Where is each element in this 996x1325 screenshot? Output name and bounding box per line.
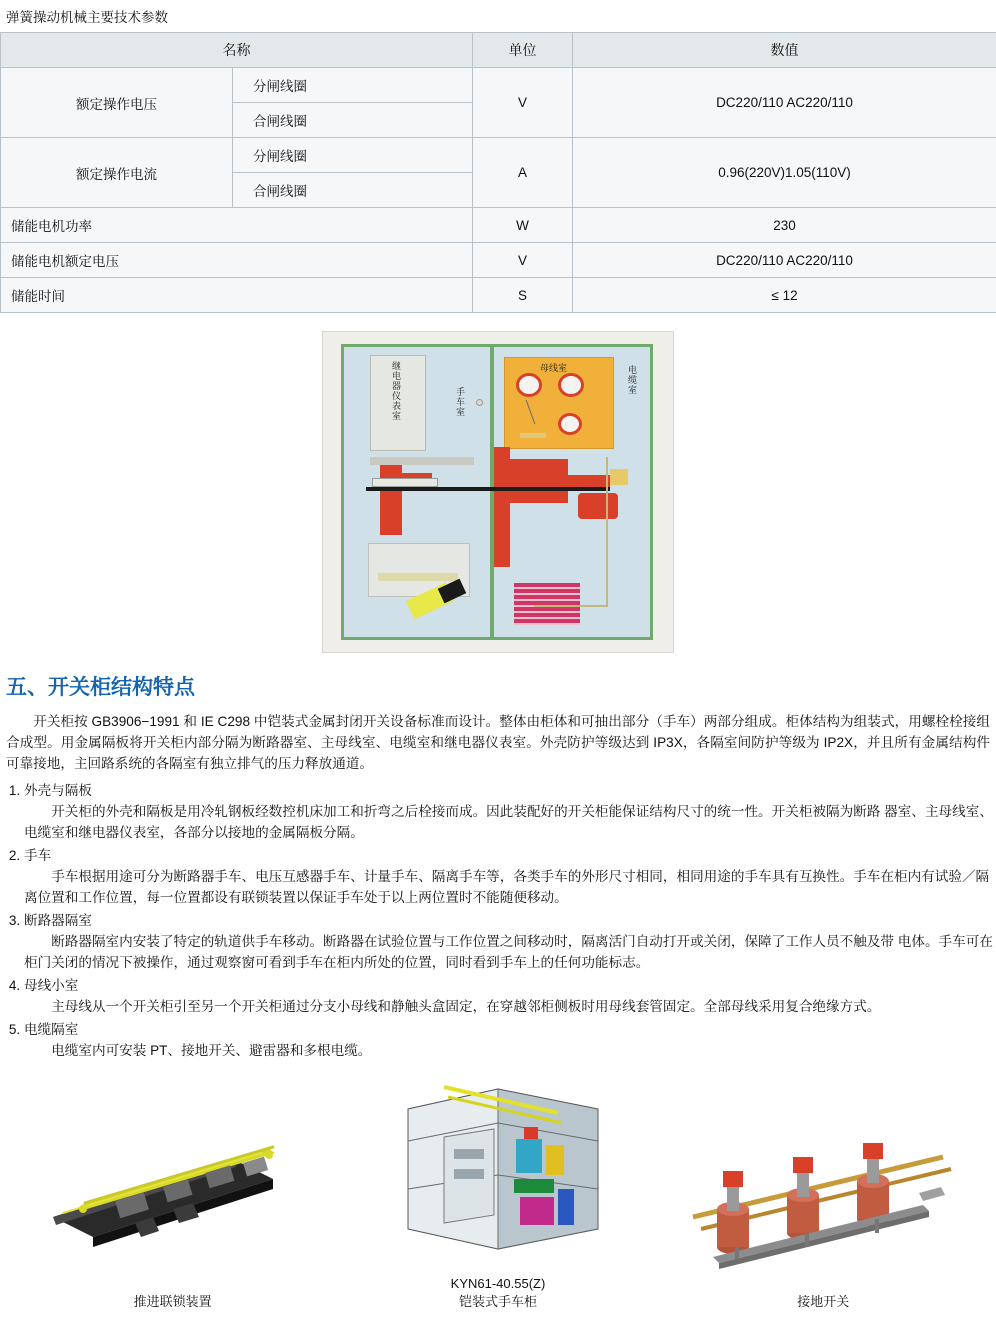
list-item [24, 780, 996, 843]
row-unit: W [473, 208, 573, 243]
parameters-table [0, 32, 996, 313]
breaker-shaft [568, 475, 610, 487]
list-item-body: 手车根据用途可分为断路器手车、电压互感器手车、计量手车、隔离手车等，各类手车的外形尺寸相同，相同用途的手车具有互换性。手车在柜内有试验／隔离位置和工作位置，每一位置都设有联锁装置以保证手车处于以上两位置时不能随便移动。 [24, 866, 996, 908]
row-unit: S [473, 278, 573, 313]
header-unit: 单位 [473, 33, 573, 68]
cable-run [606, 457, 608, 607]
list-item-body: 电缆室内可安装 PT、接地开关、避雷器和多根电缆。 [24, 1040, 996, 1061]
figure-caption-sub: 铠装式手车柜 [348, 1293, 648, 1311]
product-figure-row [0, 1079, 996, 1325]
list-item-title: 外壳与隔板 [24, 783, 92, 798]
row-value: 0.96(220V)1.05(110V) [573, 138, 996, 208]
table-row [1, 278, 996, 313]
handle-knob-icon [476, 399, 483, 406]
list-item-title: 电缆隔室 [24, 1022, 78, 1037]
list-item [24, 1019, 996, 1061]
bus-plate [520, 433, 546, 438]
list-item [24, 845, 996, 908]
breaker-column [494, 447, 510, 567]
figure-caption: KYN61-40.55(Z) [348, 1275, 648, 1293]
lower-left-bar [378, 573, 458, 581]
relay-room-label: 继电器仪表室 [390, 361, 401, 421]
row-sub-label: 合闸线圈 [233, 173, 473, 208]
row-name: 额定操作电压 [1, 68, 233, 138]
earthing-switch-svg [673, 1097, 973, 1287]
interlock-device-svg [23, 1097, 323, 1287]
row-value: DC220/110 AC220/110 [573, 68, 996, 138]
interlock-device-image [23, 1097, 323, 1287]
figure-cell [23, 1097, 323, 1311]
table-caption: 弹簧操动机械主要技术参数 [0, 0, 996, 32]
cabinet-diagram-wrapper [0, 331, 996, 653]
row-value: DC220/110 AC220/110 [573, 243, 996, 278]
row-value: ≤ 12 [573, 278, 996, 313]
section-heading: 五、开关柜结构特点 [6, 671, 996, 701]
list-item-body: 断路器隔室内安装了特定的轨道供手车移动。断路器在试验位置与工作位置之间移动时，隔离活门自动打开或关闭，保障了工作人员不触及带 电体。手车可在柜门关闭的情况下被操作，通过观察窗可看到手车在柜内所处的位置，同时看到手车上的任何功能标志。 [24, 931, 996, 973]
breaker-body [510, 459, 568, 503]
trolley-room-label: 手车室 [454, 387, 465, 417]
bus-bushing-3 [558, 413, 582, 435]
header-name: 名称 [1, 33, 473, 68]
bus-room-label: 母线室 [540, 361, 567, 374]
switchgear-cabinet-image [348, 1079, 648, 1269]
table-row [1, 243, 996, 278]
row-name: 储能电机额定电压 [1, 243, 473, 278]
row-name: 额定操作电流 [1, 138, 233, 208]
earthing-switch-image [673, 1097, 973, 1287]
figure-cell [348, 1079, 648, 1311]
cabinet-body [341, 344, 653, 640]
figure-caption: 接地开关 [673, 1293, 973, 1311]
main-shaft [366, 487, 610, 491]
row-name: 储能电机功率 [1, 208, 473, 243]
connector-block [610, 469, 628, 485]
section-intro: 开关柜按 GB3906−1991 和 IE C298 中铠装式金属封闭开关设备标准而设计。整体由柜体和可抽出部分（手车）两部分组成。柜体结构为组装式，用螺栓栓接组合成型。用金属隔板将开关柜内部分隔为断路器室、主母线室、电缆室和继电器仪表室。外壳防护等级达到 IP3X，各隔室间防护等级为 IP2X，并且所有金属结构件可靠接地，主回路系统的各隔室有独立排气的压力释放通道。 [6, 711, 990, 774]
table-row [1, 208, 996, 243]
figure-cell [673, 1097, 973, 1311]
bus-bushing-2 [558, 373, 584, 397]
row-unit: A [473, 138, 573, 208]
row-sub-label: 分闸线圈 [233, 68, 473, 103]
list-item-body: 开关柜的外壳和隔板是用冷轧钢板经数控机床加工和折弯之后栓接而成。因此装配好的开关柜能保证结构尺寸的统一性。开关柜被隔为断路 器室、主母线室、电缆室和继电器仪表室，各部分以接地的金属隔板分隔。 [24, 801, 996, 843]
row-unit: V [473, 243, 573, 278]
cable-room-label: 电缆室 [626, 365, 637, 395]
switchgear-cabinet-svg [348, 1079, 648, 1269]
shaft-sleeve [372, 478, 438, 487]
table-row [1, 138, 996, 173]
list-item-title: 手车 [24, 848, 51, 863]
cable-terminal-fins [514, 583, 580, 625]
list-item-title: 断路器隔室 [24, 913, 92, 928]
list-item [24, 910, 996, 973]
bus-bushing-1 [516, 373, 542, 397]
row-name: 储能时间 [1, 278, 473, 313]
header-value: 数值 [573, 33, 996, 68]
cable-run-bottom [534, 605, 608, 607]
list-item-title: 母线小室 [24, 978, 78, 993]
cabinet-diagram [322, 331, 674, 653]
breaker-rail-top [370, 457, 474, 465]
row-unit: V [473, 68, 573, 138]
row-value: 230 [573, 208, 996, 243]
figure-caption: 推进联锁装置 [23, 1293, 323, 1311]
row-sub-label: 分闸线圈 [233, 138, 473, 173]
structure-feature-list [0, 780, 996, 1061]
breaker-part-left [380, 465, 402, 535]
list-item [24, 975, 996, 1017]
breaker-actuator [578, 493, 618, 519]
table-row [1, 68, 996, 103]
table-header-row [1, 33, 996, 68]
row-sub-label: 合闸线圈 [233, 103, 473, 138]
list-item-body: 主母线从一个开关柜引至另一个开关柜通过分支小母线和静触头盒固定，在穿越邻柜侧板时用母线套管固定。全部母线采用复合绝缘方式。 [24, 996, 996, 1017]
